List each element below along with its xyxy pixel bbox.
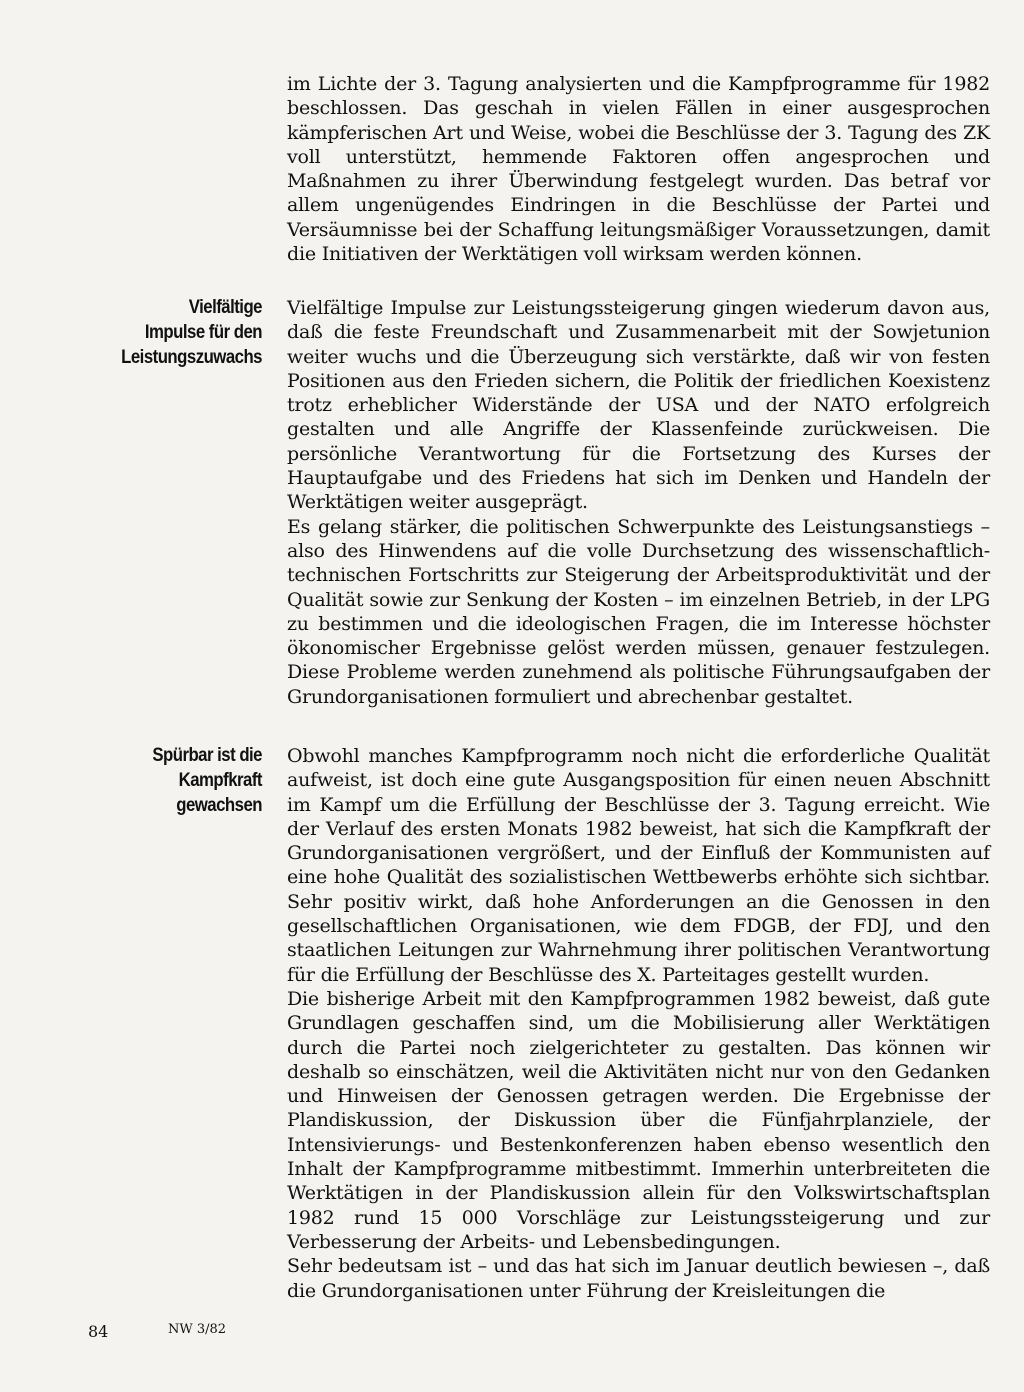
- issue-label: NW 3/82: [168, 1322, 227, 1337]
- paragraph: Sehr bedeutsam ist – und das hat sich im Januar deutlich bewiesen –, daß die Grundorganisationen unter Führung der Kreisleitungen die: [287, 1255, 990, 1302]
- side-heading-line: Leistungszuwachs: [121, 346, 262, 368]
- side-heading-line: gewachsen: [176, 794, 262, 816]
- text-block-kampfkraft: [287, 744, 990, 1303]
- page-number: 84: [88, 1322, 109, 1341]
- side-heading-line: Impulse für den: [144, 321, 262, 343]
- paragraph: im Lichte der 3. Tagung analysierten und die Kampfprogramme für 1982 beschlossen. Das geschah in vielen Fällen in einer ausgesprochen kämpferischen Art und Weise, wobei die Beschlüsse der 3. Tagung des ZK voll unterstützt, hemmende Faktoren offen angesprochen und Maßnahmen zu ihrer Überwindung festgelegt wurden. Das betraf vor allem ungenügendes Eindringen in die Beschlüsse der Partei und Versäumnisse bei der Schaffung leitungsmäßiger Voraussetzungen, damit die Initiativen der Werktätigen voll wirksam werden können.: [287, 73, 990, 266]
- side-heading-line: Kampfkraft: [178, 769, 262, 791]
- side-heading-line: Vielfältige: [188, 296, 262, 318]
- side-heading-kampfkraft: [90, 743, 262, 818]
- text-block-impulse: [287, 296, 990, 709]
- paragraph: Obwohl manches Kampfprogramm noch nicht die erforderliche Qualität aufweist, ist doch eine gute Ausgangsposition für einen neuen Abschnitt im Kampf um die Erfüllung der Beschlüsse der 3. Tagung erreicht. Wie der Verlauf des ersten Monats 1982 beweist, hat sich die Kampfkraft der Grundorganisationen vergrößert, und der Einfluß der Kommunisten auf eine hohe Qualität des sozialistischen Wettbewerbs erhöhte sich sichtbar. Sehr positiv wirkt, daß hohe Anforderungen an die Genossen in den gesellschaftlichen Organisationen, wie dem FDGB, der FDJ, und den staatlichen Leitungen zur Wahrnehmung ihrer politischen Verantwortung für die Erfüllung der Beschlüsse des X. Parteitages gestellt wurden.: [287, 745, 990, 986]
- paragraph: Die bisherige Arbeit mit den Kampfprogrammen 1982 beweist, daß gute Grundlagen geschaffen sind, um die Mobilisierung aller Werktätigen durch die Partei noch zielgerichteter zu gestalten. Das können wir deshalb so einschätzen, weil die Aktivitäten nicht nur von den Gedanken und Hinweisen der Genossen getragen werden. Die Ergebnisse der Plandiskussion, der Diskussion über die Fünfjahrplanziele, der Intensivierungs- und Bestenkonferenzen haben ebenso wesentlich den Inhalt der Kampfprogramme mitbestimmt. Immerhin unterbreiteten die Werktätigen in der Plandiskussion allein für den Volkswirtschaftsplan 1982 rund 15 000 Vorschläge zur Leistungssteigerung und zur Verbesserung der Arbeits- und Lebensbedingungen.: [287, 987, 990, 1253]
- side-heading-line: Spürbar ist die: [152, 744, 262, 766]
- paragraph: Vielfältige Impulse zur Leistungssteigerung gingen wiederum davon aus, daß die feste Freundschaft und Zusammenarbeit mit der Sowjetunion weiter wuchs und die Überzeugung sich verstärkte, daß wir von festen Positionen aus den Frieden sichern, die Politik der friedlichen Koexistenz trotz erheblicher Widerstände der USA und der NATO erfolgreich gestalten und alle Angriffe der Klassenfeinde zurückweisen. Die persönliche Verantwortung für die Fortsetzung des Kurses der Hauptaufgabe und des Friedens hat sich im Denken und Handeln der Werktätigen weiter ausgeprägt.: [287, 297, 990, 514]
- side-heading-leistungszuwachs: [90, 295, 262, 370]
- text-block-intro: [287, 72, 990, 266]
- paragraph: Es gelang stärker, die politischen Schwerpunkte des Leistungsanstiegs – also des Hinwendens auf die volle Durchsetzung des wissenschaftlich-technischen Fortschritts zur Steigerung der Arbeitsproduktivität und der Qualität sowie zur Senkung der Kosten – im einzelnen Betrieb, in der LPG zu bestimmen und die ideologischen Fragen, die im Interesse höchster ökonomischer Ergebnisse gelöst werden müssen, genauer festzulegen. Diese Probleme werden zunehmend als politische Führungsaufgaben der Grundorganisationen formuliert und abrechenbar gestaltet.: [287, 515, 990, 708]
